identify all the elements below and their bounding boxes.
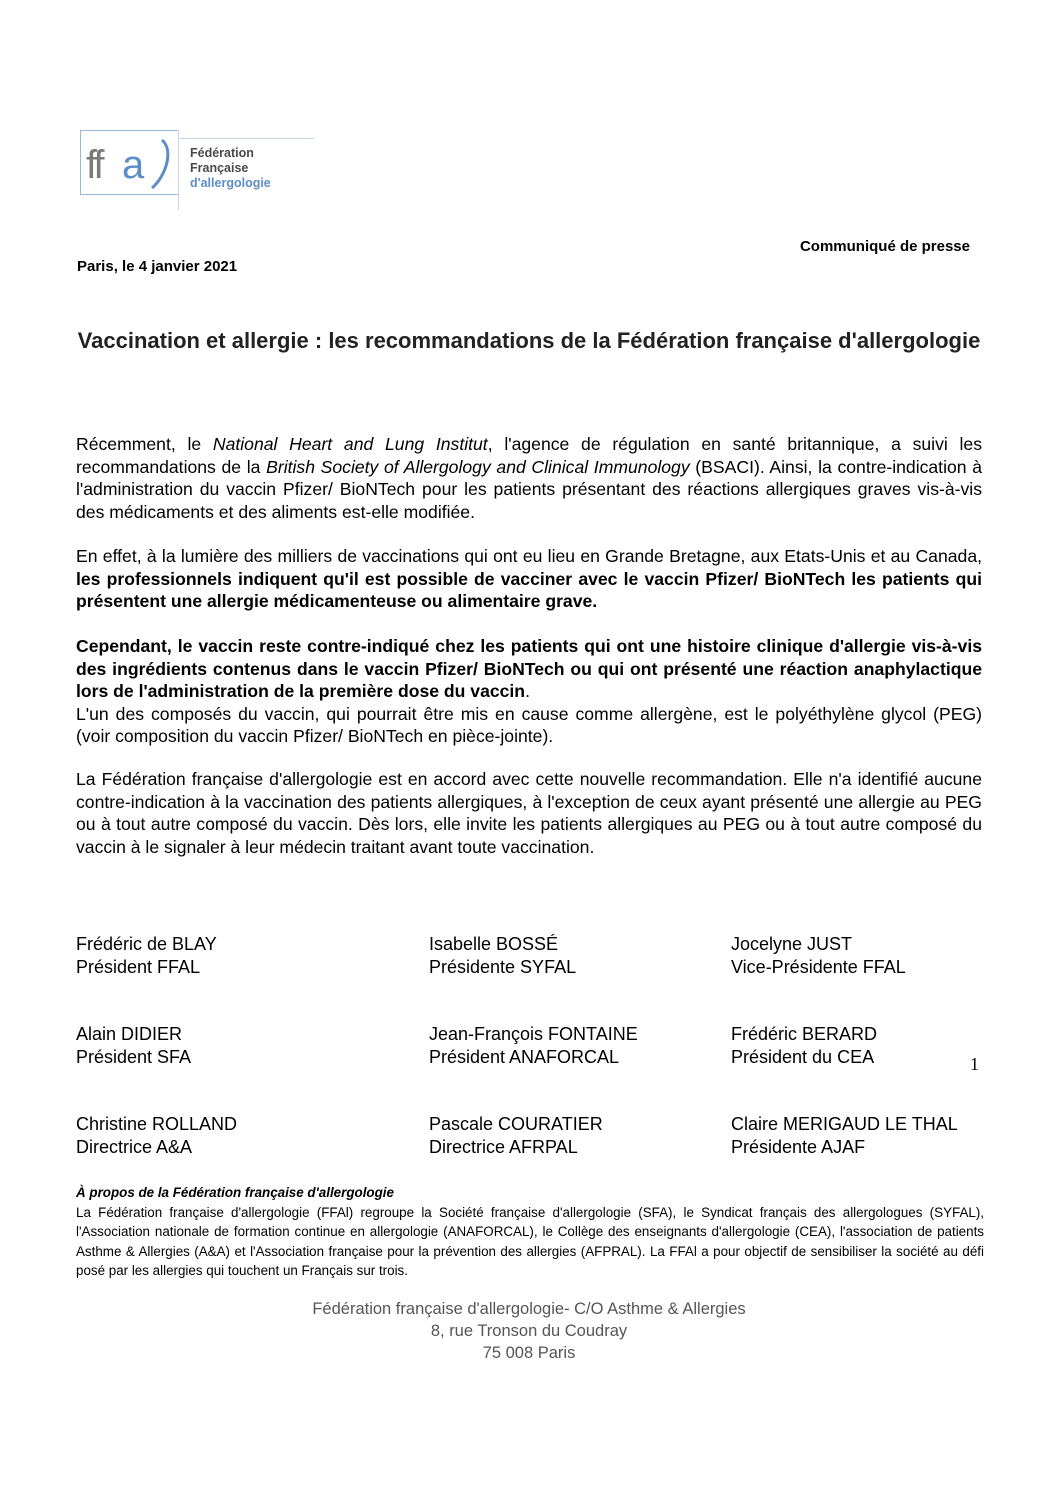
signatory bbox=[76, 1113, 237, 1158]
ffal-logo bbox=[80, 130, 314, 210]
signatory-name: Frédéric de BLAY bbox=[76, 934, 217, 954]
signatory-name: Christine ROLLAND bbox=[76, 1114, 238, 1134]
paragraph-4: La Fédération française d'allergologie est en accord avec cette nouvelle recommandation. Elle n'a identifié aucune contre-indication à la vaccination des patients allergiques, à l'exception de ceux ayant présenté une allergie au PEG ou à tout autre composé du vaccin. Dès lors, elle invite les patients allergiques au PEG ou à tout autre composé du vaccin à le signaler à leur médecin traitant avant toute vaccination. bbox=[76, 769, 982, 857]
footer-line-2: 8, rue Tronson du Coudray bbox=[430, 1322, 628, 1340]
signatory-role: Directrice AFRPAL bbox=[429, 1136, 578, 1157]
signatory-role: Présidente SYFAL bbox=[429, 956, 577, 977]
signatory-name: Jocelyne JUST bbox=[731, 934, 853, 954]
signatory-row bbox=[76, 1023, 986, 1113]
footer-address bbox=[0, 1298, 1058, 1364]
footer-line-1: Fédération française d'allergologie- C/O Asthme & Allergies bbox=[312, 1300, 746, 1318]
signatory-name: Jean-François FONTAINE bbox=[429, 1024, 638, 1044]
about-title: À propos de la Fédération française d'allergologie bbox=[76, 1185, 394, 1200]
paragraph-1: Récemment, le National Heart and Lung Institut, l'agence de régulation en santé britannique, a suivi les recommandations de la British Society of Allergology and Clinical Immunology (BSACI). Ainsi, la contre-indication à l'administration du vaccin Pfizer/ BioNTech pour les patients présentant des réactions allergiques graves vis-à-vis des médicaments et des aliments est-elle modifiée. bbox=[76, 434, 982, 522]
signatory bbox=[76, 933, 217, 978]
about-text: La Fédération française d'allergologie (FFAl) regroupe la Société française d'allergologie (SFA), le Syndicat français des allergologues (SYFAL), l'Association nationale de formation continue en allergologie (ANAFORCAL), le Collège des enseignants d'allergologie (CEA), l'association de patients Asthme & Allergies (A&A) et l'Association française pour la prévention des allergies (AFPRAL). La FFAl a pour objectif de sensibiliser la société au défi posé par les allergies qui touchent un Français sur trois. bbox=[76, 1204, 984, 1278]
signatory-name: Pascale COURATIER bbox=[429, 1114, 603, 1134]
signatory bbox=[429, 933, 576, 978]
paragraph-2: En effet, à la lumière des milliers de vaccinations qui ont eu lieu en Grande Bretagne, aux Etats-Unis et au Canada, les professionnels indiquent qu'il est possible de vacciner avec le vaccin Pfizer/ BioNTech les patients qui présentent une allergie médicamenteuse ou alimentaire grave. bbox=[76, 546, 982, 611]
document-title: Vaccination et allergie : les recommandations de la Fédération française d'allergologie bbox=[77, 328, 981, 353]
signatory bbox=[429, 1113, 603, 1158]
svg-text:a: a bbox=[122, 143, 145, 187]
logo-rule bbox=[178, 138, 314, 139]
signatory-role: Président du CEA bbox=[731, 1046, 875, 1067]
logo-line-1: Fédération bbox=[190, 146, 254, 160]
signatory-row bbox=[76, 933, 986, 1023]
signatory-name: Frédéric BERARD bbox=[731, 1024, 878, 1044]
signatory-name: Claire MERIGAUD LE THAL bbox=[731, 1114, 958, 1134]
paragraph-3: Cependant, le vaccin reste contre-indiqué chez les patients qui ont une histoire clinique d'allergie vis-à-vis des ingrédients contenus dans le vaccin Pfizer/ BioNTech ou qui ont présenté une réaction anaphylactique lors de l'administration de la première dose du vaccin. L'un des composés du vaccin, qui pourrait être mis en cause comme allergène, est le polyéthylène glycol (PEG) (voir composition du vaccin Pfizer/ BioNTech en pièce-jointe). bbox=[76, 636, 982, 746]
about-section bbox=[76, 1183, 984, 1281]
signatory-role: Vice-Présidente FFAL bbox=[731, 956, 906, 977]
logo-wordmark bbox=[190, 146, 271, 191]
press-release-label: Communiqué de presse bbox=[799, 238, 970, 255]
footer-line-3: 75 008 Paris bbox=[482, 1344, 576, 1362]
signatory bbox=[429, 1023, 638, 1068]
signatories bbox=[76, 933, 986, 1203]
logo-line-2: Française bbox=[190, 161, 249, 175]
signatory-role: Président FFAL bbox=[76, 956, 201, 977]
signatory-role: Présidente AJAF bbox=[731, 1136, 866, 1157]
signatory-role: Directrice A&A bbox=[76, 1136, 193, 1157]
ffal-logo-mark-icon bbox=[82, 136, 178, 196]
svg-text:ff: ff bbox=[86, 143, 102, 187]
signatory-name: Isabelle BOSSÉ bbox=[429, 934, 559, 954]
logo-rule bbox=[178, 130, 179, 210]
signatory bbox=[731, 933, 906, 978]
signatory bbox=[76, 1023, 191, 1068]
page-number: 1 bbox=[970, 1054, 979, 1074]
signatory bbox=[731, 1113, 958, 1158]
signatory-role: Président SFA bbox=[76, 1046, 192, 1067]
signatory bbox=[731, 1023, 877, 1068]
signatory-name: Alain DIDIER bbox=[76, 1024, 183, 1044]
logo-line-3: d'allergologie bbox=[190, 176, 271, 190]
dateline: Paris, le 4 janvier 2021 bbox=[77, 258, 238, 275]
signatory-role: Président ANAFORCAL bbox=[429, 1046, 620, 1067]
